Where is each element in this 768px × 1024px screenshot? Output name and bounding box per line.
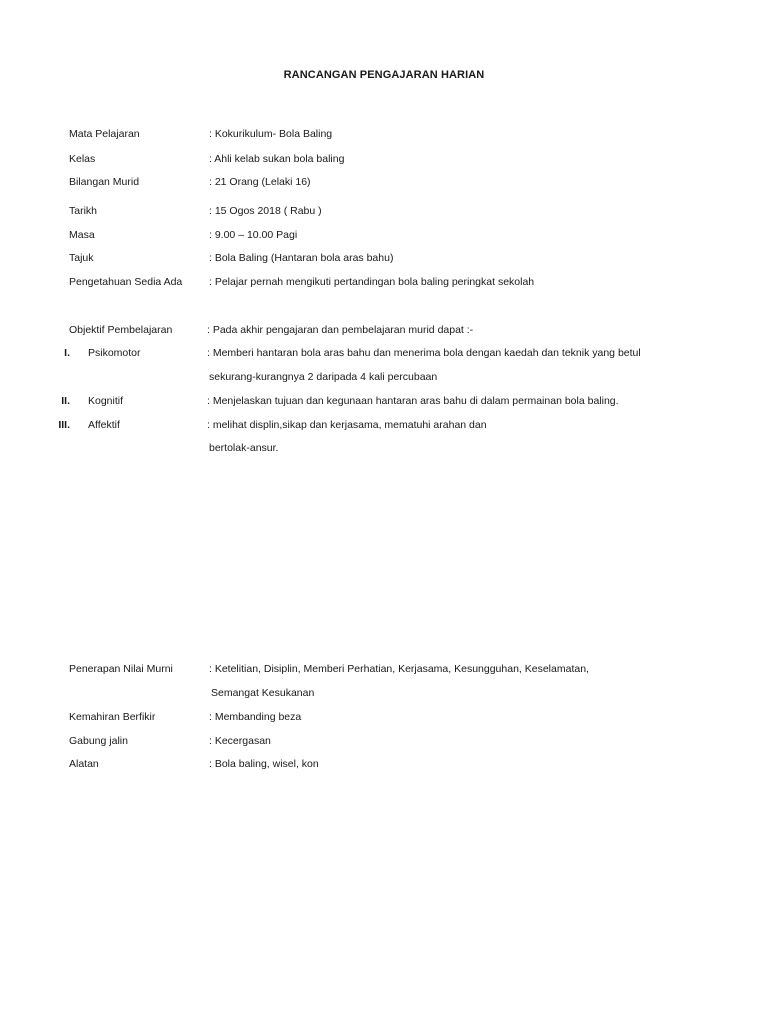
objective-text-3-line1: : melihat displin,sikap dan kerjasama, mematuhi arahan dan (207, 419, 487, 431)
thinking-skills-label: Kemahiran Berfikir (69, 711, 156, 723)
time-label: Masa (69, 229, 95, 241)
students-label: Bilangan Murid (69, 176, 140, 188)
date-label: Tarikh (69, 205, 98, 217)
class-value: : Ahli kelab sukan bola baling (209, 153, 345, 165)
objective-text-1-line2: sekurang-kurangnya 2 daripada 4 kali percubaan (209, 371, 438, 383)
prior-knowledge-value: : Pelajar pernah mengikuti pertandingan bola baling peringkat sekolah (209, 276, 535, 288)
objective-domain-1: Psikomotor (88, 347, 141, 359)
objective-text-1-line1: : Memberi hantaran bola aras bahu dan menerima bola dengan kaedah dan teknik yang betul (207, 347, 641, 359)
subject-label: Mata Pelajaran (69, 128, 140, 140)
objective-text-2: : Menjelaskan tujuan dan kegunaan hantaran aras bahu di dalam permainan bola baling. (207, 395, 619, 407)
time-value: : 9.00 – 10.00 Pagi (209, 229, 298, 241)
prior-knowledge-label: Pengetahuan Sedia Ada (69, 276, 183, 288)
tools-label: Alatan (69, 758, 99, 770)
document-title: RANCANGAN PENGAJARAN HARIAN (283, 69, 485, 81)
subject-value: : Kokurikulum- Bola Baling (209, 128, 333, 140)
thinking-skills-value: : Membanding beza (209, 711, 302, 723)
tools-value: : Bola baling, wisel, kon (209, 758, 319, 770)
date-value: : 15 Ogos 2018 ( Rabu ) (209, 205, 322, 217)
values-label: Penerapan Nilai Murni (69, 663, 173, 675)
objective-domain-3: Affektif (88, 419, 120, 431)
objective-text-3-line2: bertolak-ansur. (209, 442, 279, 454)
integration-label: Gabung jalin (69, 735, 128, 747)
topic-label: Tajuk (69, 252, 94, 264)
objective-numeral-1: I. (64, 347, 70, 359)
integration-value: : Kecergasan (209, 735, 271, 747)
topic-value: : Bola Baling (Hantaran bola aras bahu) (209, 252, 394, 264)
objective-numeral-3: III. (58, 419, 70, 431)
objectives-intro: : Pada akhir pengajaran dan pembelajaran murid dapat :- (207, 324, 474, 336)
objectives-label: Objektif Pembelajaran (69, 324, 173, 336)
values-line2: Semangat Kesukanan (211, 687, 315, 699)
objective-domain-2: Kognitif (88, 395, 124, 407)
students-value: : 21 Orang (Lelaki 16) (209, 176, 311, 188)
objective-numeral-2: II. (61, 395, 70, 407)
class-label: Kelas (69, 153, 96, 165)
values-line1: : Ketelitian, Disiplin, Memberi Perhatian, Kerjasama, Kesungguhan, Keselamatan, (209, 663, 589, 675)
